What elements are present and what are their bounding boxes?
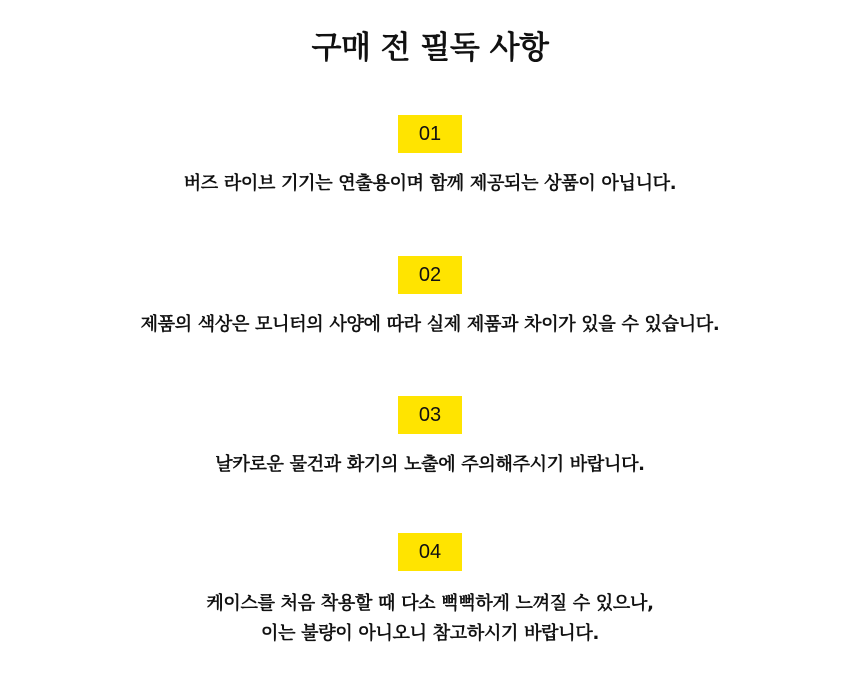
notice-item-04 (0, 533, 860, 649)
notice-text-line: 케이스를 처음 착용할 때 다소 뻑뻑하게 느껴질 수 있으나, (206, 593, 654, 614)
page-title: 구매 전 필독 사항 (311, 30, 549, 66)
notice-number-badge: 04 (398, 533, 462, 571)
notice-number-badge: 01 (398, 115, 462, 153)
notice-number-badge: 02 (398, 256, 462, 294)
notice-text (0, 169, 860, 199)
notice-text-line: 버즈 라이브 기기는 연출용이며 함께 제공되는 상품이 아닙니다. (183, 173, 677, 194)
notice-text (0, 589, 860, 649)
notice-item-01 (0, 115, 860, 199)
notice-text-line: 날카로운 물건과 화기의 노출에 주의해주시기 바랍니다. (215, 454, 645, 475)
notice-text (0, 450, 860, 480)
notice-item-02 (0, 256, 860, 340)
notice-number-badge: 03 (398, 396, 462, 434)
notice-text-line: 제품의 색상은 모니터의 사양에 따라 실제 제품과 차이가 있을 수 있습니다. (140, 314, 720, 335)
notice-text-line: 이는 불량이 아니오니 참고하시기 바랍니다. (261, 623, 599, 644)
notice-text (0, 310, 860, 340)
notice-item-03 (0, 396, 860, 480)
